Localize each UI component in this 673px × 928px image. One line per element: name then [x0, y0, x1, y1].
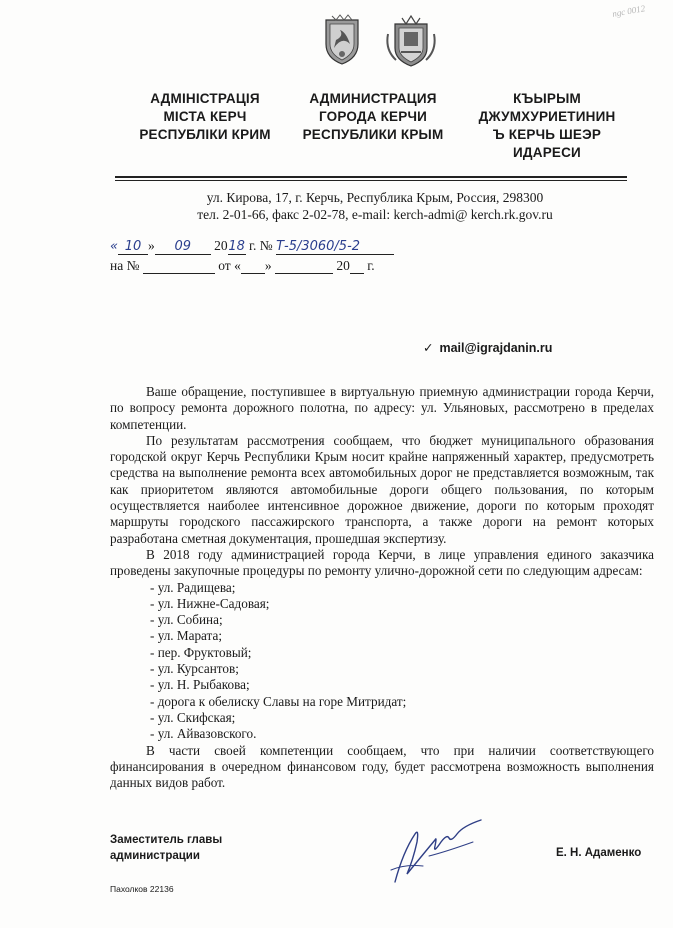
ref-on-label: на № [110, 258, 140, 273]
address-line: ул. Кирова, 17, г. Керчь, Республика Крым, Россия, 298300 [206, 190, 544, 205]
list-item: - ул. Курсантов; [150, 661, 239, 677]
ref-day-blank [241, 259, 265, 274]
ref-month-blank [275, 259, 333, 274]
list-item: - дорога к обелиску Славы на горе Митридат; [150, 693, 407, 709]
header-ru-line: АДМИНИСТРАЦИЯ [309, 91, 437, 106]
ref-from-close: » [264, 258, 272, 273]
list-item: - ул. Н. Рыбакова; [150, 677, 250, 693]
header-ua-line: АДМІНІСТРАЦІЯ [150, 91, 260, 106]
reg-close-quote: » [148, 238, 155, 253]
header-ct-line: КЪЫРЫМ [513, 91, 581, 106]
header-crimean-tatar [452, 90, 642, 162]
reg-year-label: г. № [249, 238, 273, 253]
address-list [110, 580, 654, 743]
list-item: - ул. Радищева; [150, 579, 236, 595]
paragraph-3: В 2018 году администрацией города Керчи, в лице управления единого заказчика проведены закупочные процедуры по ремонту улично-дорожной сети по следующим адресам: [110, 546, 654, 579]
reg-month: 09 [155, 240, 211, 255]
registration-date-number [110, 238, 394, 255]
signatory-title-line: Заместитель главы [110, 834, 223, 846]
header-divider-thin [115, 180, 627, 181]
ref-year-tail: г. [367, 258, 375, 273]
contacts-line: тел. 2-01-66, факс 2-02-78, e-mail: kerch-admi@ kerch.rk.gov.ru [197, 207, 553, 222]
list-item: - ул. Нижне-Садовая; [150, 595, 270, 611]
reg-year-prefix: 20 [214, 238, 228, 253]
list-item: - пер. Фруктовый; [150, 644, 252, 660]
header-ru-line: РЕСПУБЛИКИ КРЫМ [302, 127, 444, 142]
crimea-coat-of-arms-icon [322, 14, 362, 66]
ref-from-label: от « [218, 258, 241, 273]
recipient-email-text: mail@igrajdanin.ru [439, 341, 553, 355]
header-ua-line: РЕСПУБЛІКИ КРИМ [139, 127, 271, 142]
executor-note: Пахолков 22136 [110, 884, 174, 894]
header-ct-line: ДЖУМХУРИЕТИНИН [478, 109, 616, 124]
header-ct-line: ИДАРЕСИ [513, 145, 581, 160]
reference-line [110, 258, 375, 274]
kerch-coat-of-arms-icon [386, 14, 436, 68]
ref-year-label: 20 [336, 258, 350, 273]
handwritten-signature-icon [385, 812, 495, 897]
checkmark-icon: ✓ [423, 341, 434, 355]
list-item: - ул. Собина; [150, 612, 223, 628]
reg-open-quote: « [110, 239, 119, 254]
list-item: - ул. Марата; [150, 628, 223, 644]
header-ct-line: Ъ КЕРЧЬ ШЕЭР [492, 127, 602, 142]
header-ua-line: МІСТА КЕРЧ [163, 109, 247, 124]
corner-handwritten-mark: ngc 0012 [611, 3, 646, 19]
list-item: - ул. Айвазовского. [150, 726, 257, 742]
header-divider-thick [115, 176, 627, 178]
reg-year-suffix: 18 [228, 239, 245, 254]
ref-number-blank [143, 259, 215, 274]
header-russian [278, 90, 468, 144]
reg-day: 10 [118, 240, 148, 255]
paragraph-1: Ваше обращение, поступившее в виртуальную приемную администрации города Керчи, по вопросу ремонта дорожного полотна, по адресу: ул. Ульяновых, рассмотрено в пределах компетенции. [110, 384, 654, 432]
paragraph-4: В части своей компетенции сообщаем, что при наличии соответствующего финансирования в очередном финансовом году, будет рассмотрена возможность выполнения данных видов работ. [110, 742, 654, 791]
recipient-email [423, 340, 552, 355]
list-item: - ул. Скифская; [150, 709, 236, 725]
signatory-title-line: администрации [110, 850, 200, 862]
letter-body [110, 384, 654, 791]
signatory-name: Е. Н. Адаменко [556, 847, 642, 859]
reg-number: Т-5/3060/5-2 [276, 240, 394, 255]
header-ru-line: ГОРОДА КЕРЧИ [318, 109, 428, 124]
signatory-title [110, 832, 222, 864]
paragraph-2: По результатам рассмотрения сообщаем, что бюджет муниципального образования городской округ Керчь Республики Крым носит крайне напряженный характер, предусмотреть средства на выполнение ремонта всех автомобильных дорог не представляется возможным, так как приоритетом являются автомобильные дороги общего пользования, по которым осуществляется наиболее интенсивное дорожное движение, дороги по которым проходят маршруты городского пассажирского транспорта, а также дороги на ремонт которых разработана сметная документация, прошедшая экспертизу. [110, 432, 654, 546]
header-ukrainian [110, 90, 300, 144]
ref-year-blank [350, 259, 364, 274]
